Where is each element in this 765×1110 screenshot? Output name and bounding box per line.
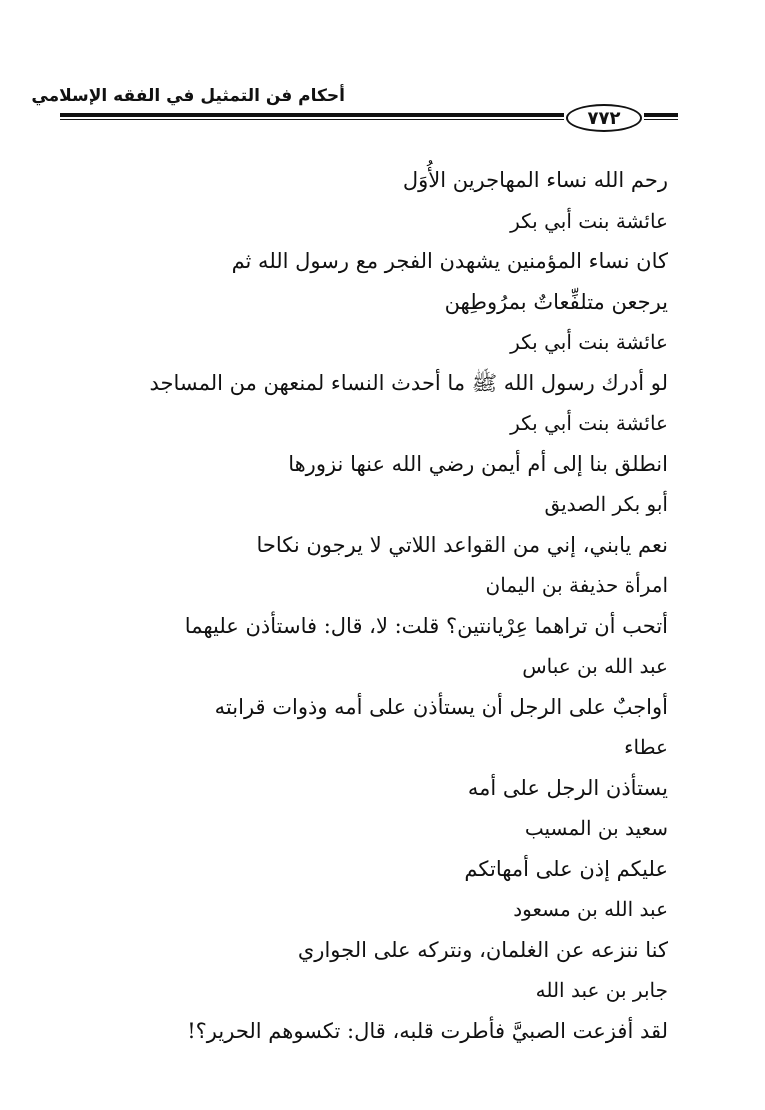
quote-line: أتحب أن تراهما عِرْيانتين؟ قلت: لا، قال: فاستأذن عليهما — [184, 613, 668, 638]
quote-line: كنا ننزعه عن الغلمان، ونتركه على الجواري — [297, 937, 668, 962]
quote-line: يرجعن متلفِّعاتٌ بمرُوطِهن — [444, 289, 668, 314]
narrator-line: عائشة بنت أبي بكر — [510, 411, 668, 435]
narrator-line: عطاء — [624, 735, 668, 759]
header-rule-right-thin — [644, 119, 678, 120]
page-number: ٧٧٢ — [587, 107, 621, 129]
quote-line: لو أدرك رسول الله ﷺ ما أحدث النساء لمنعهن من المساجد — [149, 370, 668, 395]
header-rule-thin — [60, 119, 564, 120]
quote-line: كان نساء المؤمنين يشهدن الفجر مع رسول الله ثم — [231, 249, 668, 273]
narrator-line: عائشة بنت أبي بكر — [510, 208, 668, 233]
quote-line: نعم يابني، إني من القواعد اللاتي لا يرجون نكاحا — [256, 532, 668, 557]
narrator-line: سعيد بن المسيب — [524, 816, 668, 840]
narrator-line: أبو بكر الصديق — [544, 492, 668, 516]
narrator-line: امرأة حذيفة بن اليمان — [485, 573, 668, 597]
header-rule-thick — [60, 113, 564, 117]
quote-line: عليكم إذن على أمهاتكم — [464, 856, 668, 881]
narrator-line: عبد الله بن عباس — [522, 654, 668, 678]
quote-line: لقد أفزعت الصبيَّ فأطرت قلبه، قال: تكسوهم الحرير؟! — [187, 1018, 668, 1043]
narrator-line: عائشة بنت أبي بكر — [510, 330, 668, 354]
book-title: أحكام فن التمثيل في الفقه الإسلامي — [31, 86, 345, 106]
narrator-line: جابر بن عبد الله — [535, 978, 668, 1002]
narrator-line: عبد الله بن مسعود — [513, 897, 668, 921]
quote-line: انطلق بنا إلى أم أيمن رضي الله عنها نزورها — [288, 451, 668, 476]
page-number-badge — [566, 104, 642, 132]
quote-index-list — [108, 160, 668, 1051]
header-rule-right-thick — [644, 113, 678, 117]
page-header — [0, 0, 765, 140]
quote-line: أواجبٌ على الرجل أن يستأذن على أمه وذوات قرابته — [214, 694, 668, 719]
quote-line: رحم الله نساء المهاجرين الأُوَل — [402, 168, 668, 192]
quote-line: يستأذن الرجل على أمه — [467, 775, 668, 800]
